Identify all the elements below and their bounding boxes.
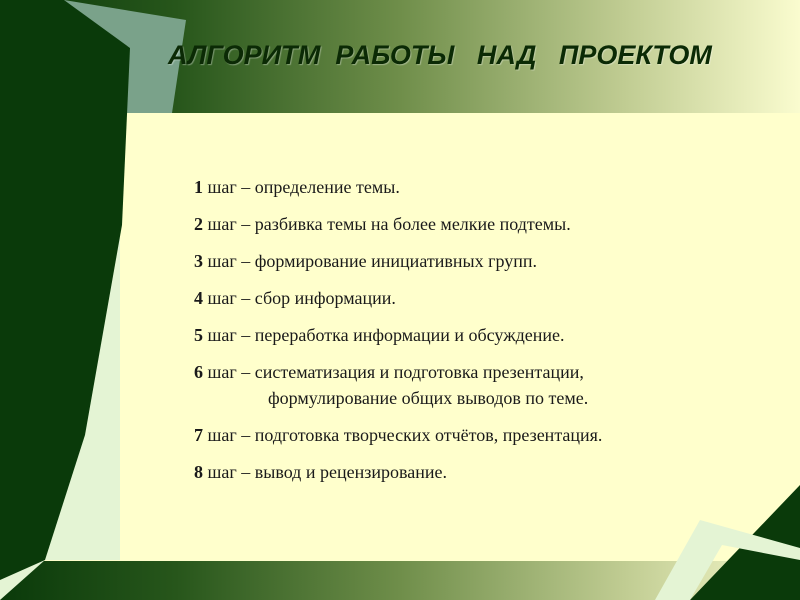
step-text: шаг – переработка информации и обсуждение. (203, 325, 565, 345)
step-number: 7 (194, 425, 203, 445)
list-item (194, 212, 602, 236)
step-text: шаг – систематизация и подготовка презентации, (203, 362, 584, 382)
list-item (194, 249, 602, 273)
list-item (194, 286, 602, 310)
step-number: 8 (194, 462, 203, 482)
step-text: шаг – определение темы. (203, 177, 400, 197)
step-number: 6 (194, 362, 203, 382)
list-item (194, 323, 602, 347)
steps-list (194, 175, 602, 497)
step-text: шаг – вывод и рецензирование. (203, 462, 447, 482)
list-item (194, 460, 602, 484)
step-text: шаг – формирование инициативных групп. (203, 251, 537, 271)
step-text: шаг – разбивка темы на более мелкие подтемы. (203, 214, 571, 234)
list-item (194, 360, 602, 410)
slide-title: АЛГОРИТМ РАБОТЫ НАД ПРОЕКТОМ (168, 40, 712, 70)
list-item (194, 423, 602, 447)
step-number: 4 (194, 288, 203, 308)
step-number: 5 (194, 325, 203, 345)
step-text: шаг – подготовка творческих отчётов, презентация. (203, 425, 603, 445)
step-number: 2 (194, 214, 203, 234)
list-item (194, 175, 602, 199)
step-text-continuation: формулирование общих выводов по теме. (268, 388, 589, 408)
step-number: 1 (194, 177, 203, 197)
step-text: шаг – сбор информации. (203, 288, 396, 308)
step-number: 3 (194, 251, 203, 271)
